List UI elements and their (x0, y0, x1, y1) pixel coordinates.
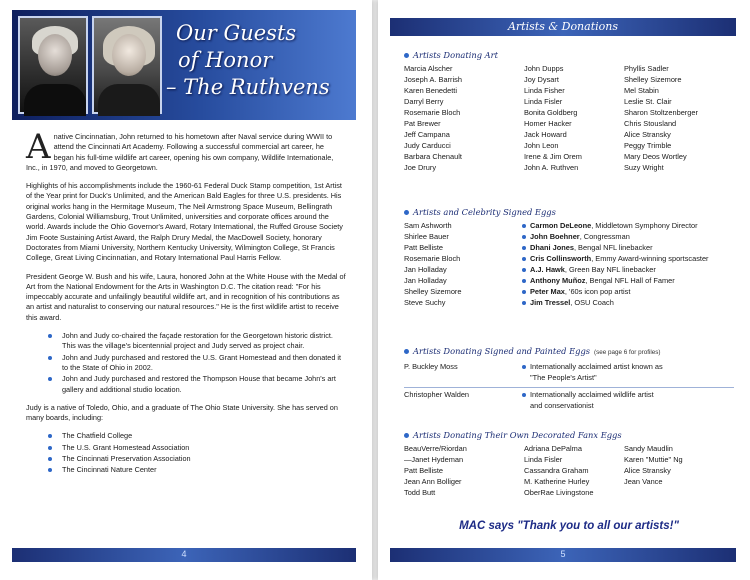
artist-description (522, 361, 732, 383)
celebrity-column (522, 220, 732, 308)
artist-name: Jeff Campana (404, 130, 450, 139)
section-title-text: Artists Donating Signed and Painted Eggs (413, 346, 591, 356)
artist-name: Barbara Chenault (404, 152, 462, 161)
celebrity-description: , Bengal NFL linebacker (573, 243, 653, 252)
artist-name: Judy Carducci (404, 141, 451, 150)
section-title: Artists Donating Art (404, 50, 734, 61)
celebrity-description: , OSU Coach (570, 298, 614, 307)
artist-name: Joseph A. Barrish (404, 75, 462, 84)
section-title: Artists and Celebrity Signed Eggs (404, 207, 734, 218)
artist-name: M. Katherine Hurley (524, 477, 590, 486)
artist-name: OberRae Livingstone (524, 488, 594, 497)
artist-name: Pat Brewer (404, 119, 441, 128)
footer-bar (390, 548, 736, 562)
artist-name: Mary Deos Wortley (624, 152, 687, 161)
description-line: Internationally acclaimed artist known as (530, 362, 663, 371)
artist-name: Mel Stabin (624, 86, 659, 95)
artist-name: Irene & Jim Orem (524, 152, 582, 161)
artist-name: —Janet Hydeman (404, 455, 464, 464)
description-line: and conservationist (530, 401, 594, 410)
celebrity-name: Jim Tressel (530, 298, 571, 307)
artist-name: Marcia Alscher (404, 64, 453, 73)
artist-name: Steve Suchy (404, 298, 446, 307)
celebrity-name: Peter Max (530, 287, 565, 296)
page-number: 5 (560, 549, 566, 559)
artist-name: Alice Stransky (624, 466, 671, 475)
celebrity-entry (522, 286, 732, 297)
name-column (524, 63, 622, 173)
artist-name: Sam Ashworth (404, 221, 452, 230)
list-item: The Cincinnati Nature Center (48, 465, 346, 475)
list-item: The Cincinnati Preservation Association (48, 454, 346, 464)
artist-name: Linda Fisler (524, 97, 563, 106)
artist-name: P. Buckley Moss (404, 362, 458, 371)
decorated-fanx-eggs (404, 430, 734, 498)
artist-name: Darryl Berry (404, 97, 444, 106)
celebrity-entry (522, 297, 732, 308)
celebrity-entry (522, 253, 732, 264)
name-column (404, 63, 522, 173)
artist-name: Christopher Walden (404, 390, 470, 399)
artists-donating-art (404, 50, 734, 173)
artist-name: Cassandra Graham (524, 466, 589, 475)
celebrity-name: John Boehner (530, 232, 580, 241)
painted-egg-row (404, 360, 734, 383)
list-item: The Chatfield College (48, 431, 346, 441)
celebrity-description: , '60s icon pop artist (564, 287, 631, 296)
celebrity-name: Dhani Jones (530, 243, 574, 252)
artist-name: Sharon Stoltzenberger (624, 108, 698, 117)
artist-name: John Dupps (524, 64, 564, 73)
celebrity-entry (522, 264, 732, 275)
artist-name: Leslie St. Clair (624, 97, 672, 106)
artist-name: Shelley Sizemore (404, 287, 462, 296)
celebrity-entry (522, 275, 732, 286)
page-number: 4 (181, 549, 187, 559)
section-header: Artists & Donations (390, 18, 736, 36)
title-line: of Honor (178, 48, 273, 72)
article-body (26, 127, 346, 484)
page-title (166, 20, 352, 101)
name-column (524, 443, 622, 498)
artist-name: Todd Butt (404, 488, 436, 497)
celebrity-entry (522, 220, 732, 231)
celebrity-entry (522, 231, 732, 242)
paragraph-text: native Cincinnatian, John returned to his hometown after Naval service during WWII to attend the Cincinnati Art Academy. Following a successful commercial art career, he began his full-time wildlife art career, opening his own company, Wildlife Internationale, Inc., in 1970, and moved to Georgetown. (26, 132, 334, 172)
artist-name: Phyllis Sadler (624, 64, 669, 73)
artist-name: Homer Hacker (524, 119, 572, 128)
list-item: John and Judy purchased and restored the U.S. Grant Homestead and then donated it to the State of Ohio in 2002. (48, 353, 346, 374)
intro-paragraph (26, 127, 346, 173)
guests-of-honor-banner (12, 10, 356, 120)
artist-name: Jean Vance (624, 477, 663, 486)
celebrity-signed-eggs (404, 207, 734, 308)
artist-name: Jack Howard (524, 130, 567, 139)
artist-name: Jan Holladay (404, 276, 447, 285)
title-line: – The Ruthvens (166, 75, 330, 99)
artist-name: Peggy Trimble (624, 141, 672, 150)
celebrity-description: , Congressman (579, 232, 630, 241)
artist-name: Karen "Muttie" Ng (624, 455, 683, 464)
signed-painted-eggs (404, 346, 734, 415)
celebrity-name: Cris Collinsworth (530, 254, 592, 263)
artist-name: Sandy Maudlin (624, 444, 673, 453)
artist-name: Bonita Goldberg (524, 108, 578, 117)
celebrity-name: Carmon DeLeone (530, 221, 592, 230)
artist-name: BeauVerre/Riordan (404, 444, 467, 453)
artist-description (522, 389, 732, 411)
list-item: John and Judy purchased and restored the Thompson House that became John's art gallery and additional studio location. (48, 374, 346, 395)
celebrity-description: , Green Bay NFL linebacker (564, 265, 656, 274)
name-column (404, 443, 522, 498)
name-column (624, 443, 734, 498)
celebrity-description: , Middletown Symphony Director (591, 221, 698, 230)
celebrity-name: A.J. Hawk (530, 265, 565, 274)
name-column (624, 63, 734, 173)
judy-paragraph: Judy is a native of Toledo, Ohio, and a graduate of The Ohio State University. She has served on many boards, including: (26, 402, 338, 423)
artist-name: Patt Belliste (404, 243, 444, 252)
artist-name: Joy Dysart (524, 75, 559, 84)
description-line: Internationally acclaimed wildlife artist (530, 390, 654, 399)
celebrity-description: , Bengal NFL Hall of Famer (585, 276, 675, 285)
artist-name: Suzy Wright (624, 163, 664, 172)
artist-name: John A. Ruthven (524, 163, 579, 172)
artist-name: Jean Ann Bolliger (404, 477, 462, 486)
artist-name: Rosemarie Bloch (404, 254, 461, 263)
celebrity-description: , Emmy Award-winning sportscaster (591, 254, 709, 263)
celebrity-name: Anthony Muñoz (530, 276, 586, 285)
left-page (0, 0, 372, 580)
boards-list (48, 431, 346, 475)
artist-name: Rosemarie Bloch (404, 108, 461, 117)
list-item: The U.S. Grant Homestead Association (48, 443, 346, 453)
section-title (404, 346, 734, 358)
drop-cap: A (26, 127, 51, 167)
description-line: "The People's Artist" (530, 373, 597, 382)
celebrity-entry (522, 242, 732, 253)
painted-eggs-rows (404, 360, 734, 411)
restoration-list (48, 331, 346, 395)
john-ruthven-photo (18, 16, 88, 114)
list-item: John and Judy co-chaired the façade restoration for the Georgetown historic district. This was the village's bicentennial project and Judy served as project chair. (48, 331, 346, 352)
medal-paragraph: President George W. Bush and his wife, Laura, honored John at the White House with the Medal of Art from the National Endowment for the Arts in Washington D.C. The citation read: "For his impeccably accurate and unfailingly beautiful wildlife art, and in recognition of his contributions as an artist and naturalist to conserving our natural resources." He is the first wildlife artist to receive this award. (26, 271, 346, 322)
artist-name: Adriana DePalma (524, 444, 582, 453)
artist-name: Jan Holladay (404, 265, 447, 274)
footer-bar (12, 548, 356, 562)
profiles-note: (see page 6 for profiles) (594, 349, 661, 356)
painted-egg-row (404, 387, 734, 411)
artist-name: Linda Fisher (524, 86, 565, 95)
judy-ruthven-photo (92, 16, 162, 114)
artist-name: John Leon (524, 141, 559, 150)
thank-you-message: MAC says "Thank you to all our artists!" (459, 520, 679, 532)
title-line: Our Guests (176, 21, 297, 45)
name-column (404, 220, 522, 308)
artist-name: Shelley Sizemore (624, 75, 682, 84)
artist-name: Alice Stransky (624, 130, 671, 139)
artist-name: Shirlee Bauer (404, 232, 449, 241)
artist-name: Chris Stousland (624, 119, 677, 128)
artist-name: Linda Fisler (524, 455, 563, 464)
artist-name: Karen Benedetti (404, 86, 458, 95)
artist-name: Patt Belliste (404, 466, 444, 475)
artist-name: Joe Drury (404, 163, 437, 172)
highlights-paragraph: Highlights of his accomplishments include the 1960-61 Federal Duck Stamp competition, 1st Artist of the Year print for Duck's Unlimited, and the American Bald Eagles for three U.S. presidents. His original works hang in the Hermitage Museum, The Neil Armstrong Space Museum, Bellingrath Gardens, Colonial Williamsburg, Trout Unlimited, universities and corporate offices around the world. Awards include the Ohio Governor's Award, Rotary International, the Ruffed Grouse Society Jim Foote Sustaining Artist Award, the Ralph Drury Medal, the MacDowell Society, honorary Doctorates from Miami University, Northern Kentucky University, Wilmington College, St Francis College, Great Living Cincinnatian, and Rotary International Paul Harris Fellow. (26, 181, 343, 263)
section-title: Artists Donating Their Own Decorated Fanx Eggs (404, 430, 734, 441)
